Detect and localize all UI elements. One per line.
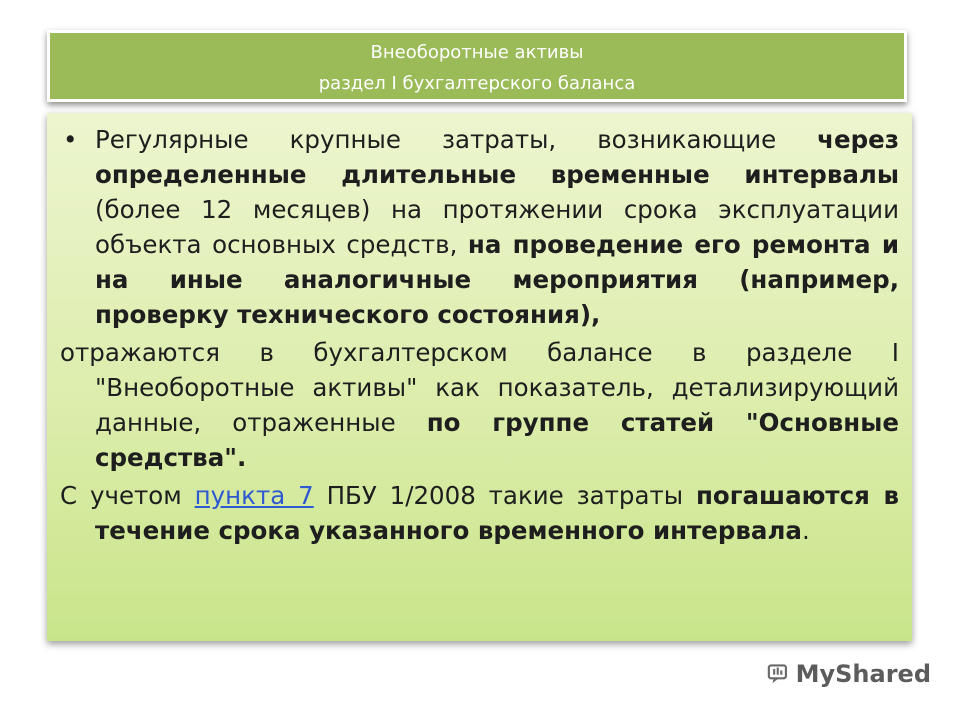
slide-title: [47, 30, 907, 102]
p1-bold-2: на проведение его ремонта и на иные аналогичные мероприятия (например, проверку технического состояния),: [95, 230, 899, 329]
p3-bold-1: погашаются в течение срока указанного временного интервала: [95, 481, 899, 545]
p1-bold-1: через определенные длительные временные интервалы: [95, 125, 899, 189]
p3-text-1: С учетом: [60, 481, 195, 510]
title-line-1: Внеоборотные активы: [370, 42, 584, 63]
p1-text-2: (более 12 месяцев) на протяжении срока эксплуатации объекта основных средств,: [95, 195, 899, 259]
title-line-2: раздел I бухгалтерского баланса: [318, 73, 636, 94]
bullet-marker: •: [63, 125, 78, 154]
paragraph-2: [60, 335, 899, 475]
myshared-logo-icon: [766, 656, 792, 692]
p3-text-3: .: [801, 516, 810, 545]
paragraph-3: [60, 478, 899, 548]
p2-bold-1: по группе статей "Основные средства".: [95, 408, 899, 472]
myshared-watermark: [766, 654, 931, 694]
watermark-text: MyShared: [795, 660, 931, 688]
paragraph-1: [60, 122, 899, 332]
content-box: [47, 113, 912, 641]
p1-text-1: Регулярные крупные затраты, возникающие: [95, 125, 818, 154]
pbu-link[interactable]: пункта 7: [194, 481, 314, 510]
p3-text-2: ПБУ 1/2008 такие затраты: [313, 481, 696, 510]
p2-text-1: отражаются в бухгалтерском балансе в разделе I "Внеоборотные активы" как показатель, детализирующий данные, отраженные: [60, 338, 899, 437]
